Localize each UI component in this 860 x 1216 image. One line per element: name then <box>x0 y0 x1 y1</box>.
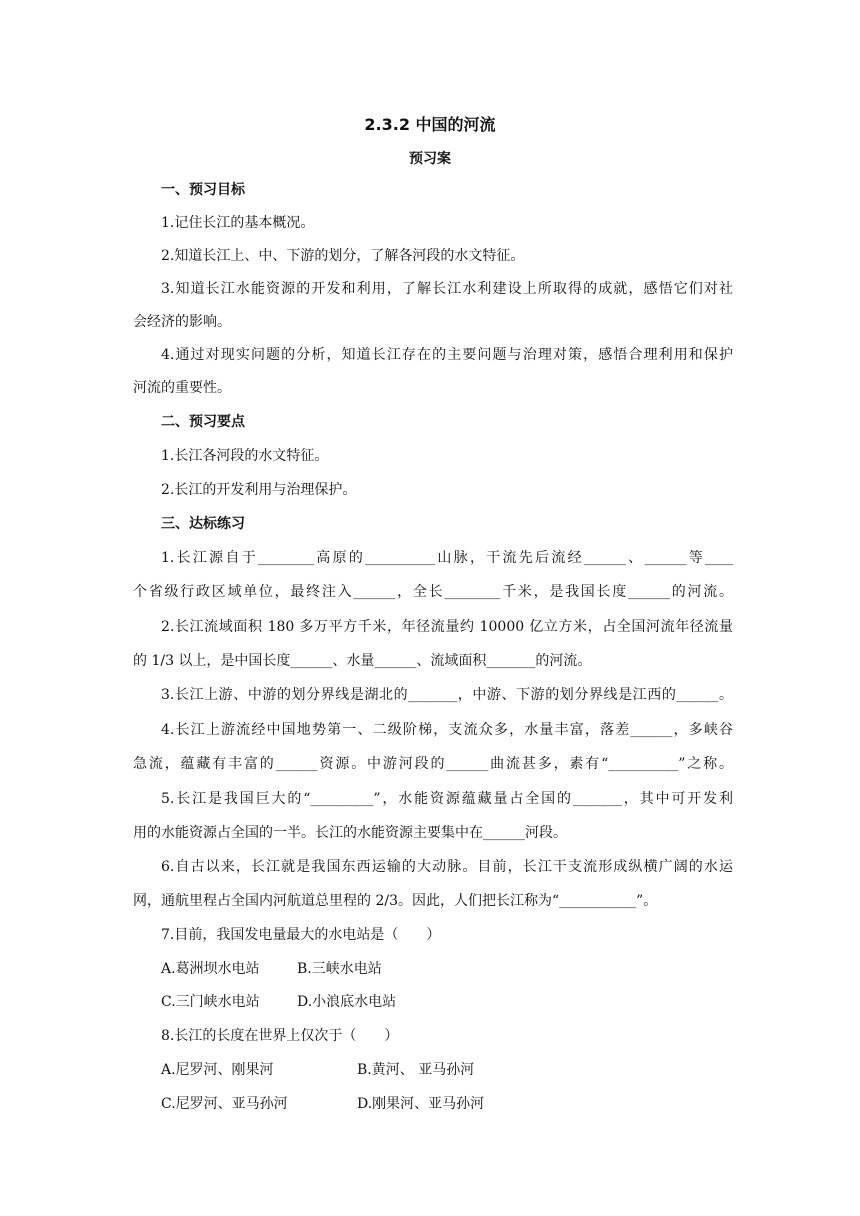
keypoint-item-1: 1.长江各河段的水文特征。 <box>161 448 329 464</box>
exercise-2-line2: 的 1/3 以上，是中国长度______、水量______、流域面积_______的河流。 <box>133 653 592 669</box>
section-heading-keypoints: 二、预习要点 <box>161 414 245 430</box>
exercise-5-line1: 5.长江是我国巨大的“_________”，水能资源蕴藏量占全国的_______，其中可开发利 <box>161 791 733 807</box>
exercise-3-line1: 3.长江上游、中游的划分界线是湖北的_______，中游、下游的划分界线是江西的______。 <box>161 687 733 703</box>
goal-item-2: 2.知道长江上、中、下游的划分，了解各河段的水文特征。 <box>161 248 525 264</box>
exercise-5-line2: 用的水能资源占全国的一半。长江的水能资源主要集中在______河段。 <box>133 825 567 841</box>
exercise-4-line2: 急流，蕴藏有丰富的______资源。中游河段的______曲流甚多，素有“__________”之称。 <box>133 756 733 772</box>
page-title: 2.3.2 中国的河流 <box>364 115 496 134</box>
page-subtitle: 预习案 <box>409 151 451 167</box>
goal-item-1: 1.记住长江的基本概况。 <box>161 215 315 231</box>
question-8-option-a: A.尼罗河、刚果河 <box>161 1062 274 1078</box>
exercise-1-line2: 个省级行政区域单位，最终注入______，全长________千米，是我国长度______的河流。 <box>133 584 733 600</box>
section-heading-goals: 一、预习目标 <box>161 182 245 198</box>
section-heading-exercises: 三、达标练习 <box>161 516 245 532</box>
goal-item-4-line1: 4.通过对现实问题的分析，知道长江存在的主要问题与治理对策，感悟合理利用和保护 <box>161 347 733 363</box>
question-8-option-b: B.黄河、 亚马孙河 <box>357 1062 475 1078</box>
question-8-option-c: C.尼罗河、亚马孙河 <box>161 1096 288 1112</box>
keypoint-item-2: 2.长江的开发利用与治理保护。 <box>161 482 357 498</box>
question-7-option-d: D.小浪底水电站 <box>297 994 397 1010</box>
goal-item-3-line2: 会经济的影响。 <box>133 314 231 330</box>
exercise-4-line1: 4.长江上游流经中国地势第一、二级阶梯，支流众多，水量丰富，落差______，多峡谷 <box>161 722 733 738</box>
exercise-1-line1: 1.长江源自于________高原的__________山脉，干流先后流经______、______等____ <box>161 550 733 566</box>
question-7-option-a: A.葛洲坝水电站 <box>161 961 260 977</box>
goal-item-3-line1: 3.知道长江水能资源的开发和利用，了解长江水利建设上所取得的成就，感悟它们对社 <box>161 281 733 297</box>
question-7-stem: 7.目前，我国发电量最大的水电站是（ ） <box>161 927 441 943</box>
question-7-option-b: B.三峡水电站 <box>297 961 382 977</box>
goal-item-4-line2: 河流的重要性。 <box>133 380 231 396</box>
exercise-6-line1: 6.自古以来，长江就是我国东西运输的大动脉。目前，长江干支流形成纵横广阔的水运 <box>161 859 733 875</box>
question-8-option-d: D.刚果河、亚马孙河 <box>357 1096 485 1112</box>
question-8-stem: 8.长江的长度在世界上仅次于（ ） <box>161 1028 399 1044</box>
exercise-6-line2: 网，通航里程占全国内河航道总里程的 2/3。因此，人们把长江称为“___________”。 <box>133 893 658 909</box>
exercise-2-line1: 2.长江流域面积 180 多万平方千米，年径流量约 10000 亿立方米，占全国河流年径流量 <box>161 619 733 635</box>
question-7-option-c: C.三门峡水电站 <box>161 994 260 1010</box>
